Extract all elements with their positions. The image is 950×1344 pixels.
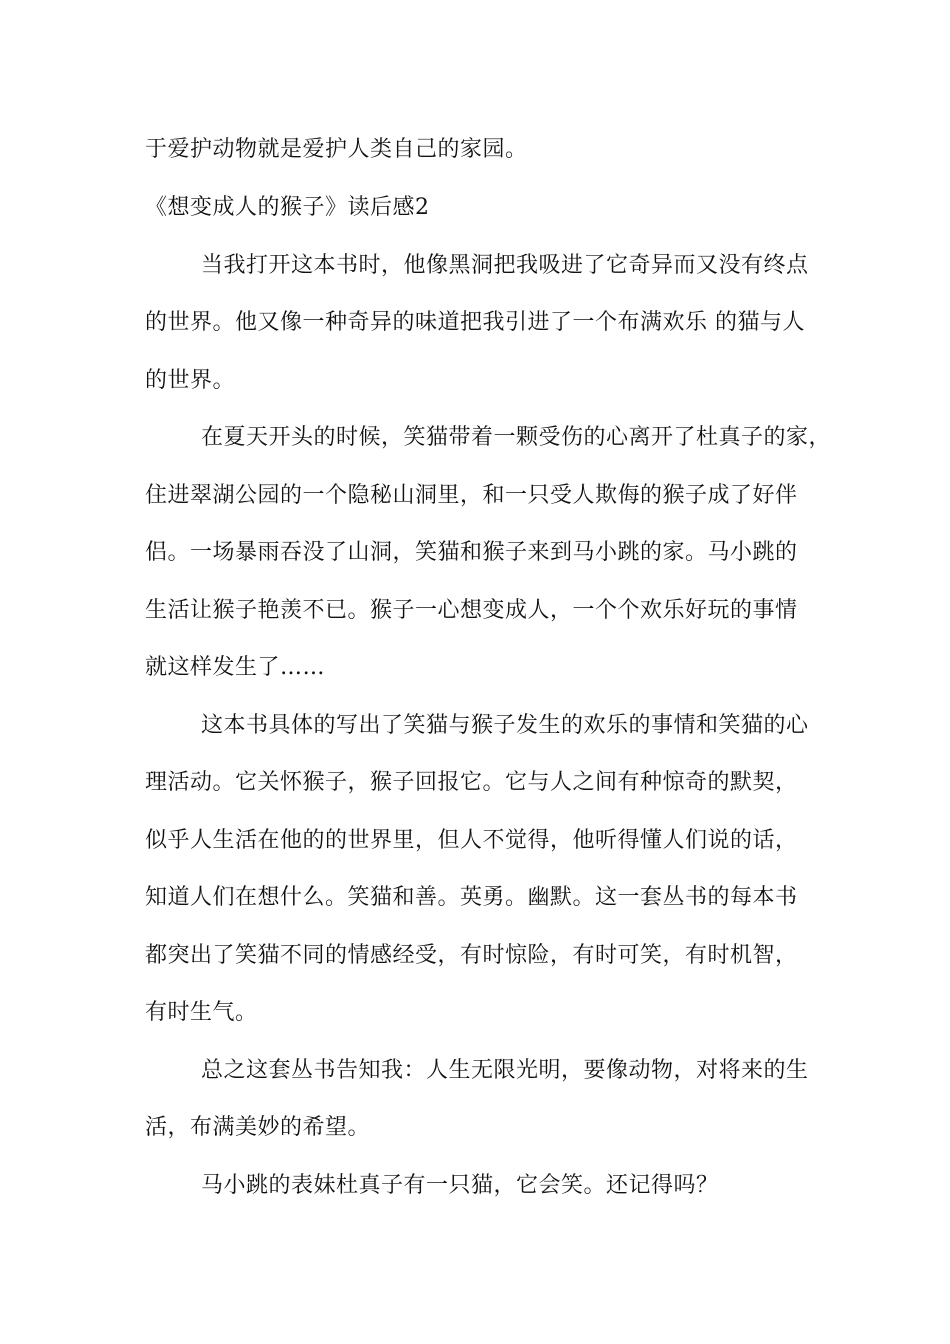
text-line: 有时生气。 (145, 1000, 258, 1025)
text-line: 侣。一场暴雨吞没了山洞，笑猫和猴子来到马小跳的家。马小跳的 (145, 540, 798, 565)
text-line: 当我打开这本书时，他像黑洞把我吸进了它奇异而又没有终点 (201, 253, 809, 278)
text-line: 的世界。他又像一种奇异的味道把我引进了一个布满欢乐 的猫与人 (145, 310, 805, 335)
text-line: 似乎人生活在他的的世界里，但人不觉得，他听得懂人们说的话， (145, 828, 798, 853)
text-line: 都突出了笑猫不同的情感经受，有时惊险，有时可笑，有时机智， (145, 943, 798, 968)
text-line: 在夏天开头的时候，笑猫带着一颗受伤的心离开了杜真子的家， (201, 425, 832, 450)
text-line: 知道人们在想什么。笑猫和善。英勇。幽默。这一套丛书的每本书 (145, 885, 798, 910)
text-line: 就这样发生了…… (145, 655, 326, 680)
text-line: 马小跳的表妹杜真子有一只猫，它会笑。还记得吗？ (201, 1173, 719, 1198)
text-line: 活，布满美妙的希望。 (145, 1115, 371, 1140)
text-line: 理活动。它关怀猴子，猴子回报它。它与人之间有种惊奇的默契， (145, 770, 798, 795)
text-line: 于爱护动物就是爱护人类自己的家园。 (145, 137, 528, 162)
text-line: 住进翠湖公园的一个隐秘山洞里，和一只受人欺侮的猴子成了好伴 (145, 483, 798, 508)
text-line: 生活让猴子艳羡不已。猴子一心想变成人，一个个欢乐好玩的事情 (145, 598, 798, 623)
essay-title: 《想变成人的猴子》读后感2 (145, 195, 430, 220)
text-line: 这本书具体的写出了笑猫与猴子发生的欢乐的事情和笑猫的心 (201, 713, 809, 738)
text-line: 总之这套丛书告知我：人生无限光明，要像动物，对将来的生 (201, 1058, 809, 1083)
text-line: 的世界。 (145, 368, 236, 393)
